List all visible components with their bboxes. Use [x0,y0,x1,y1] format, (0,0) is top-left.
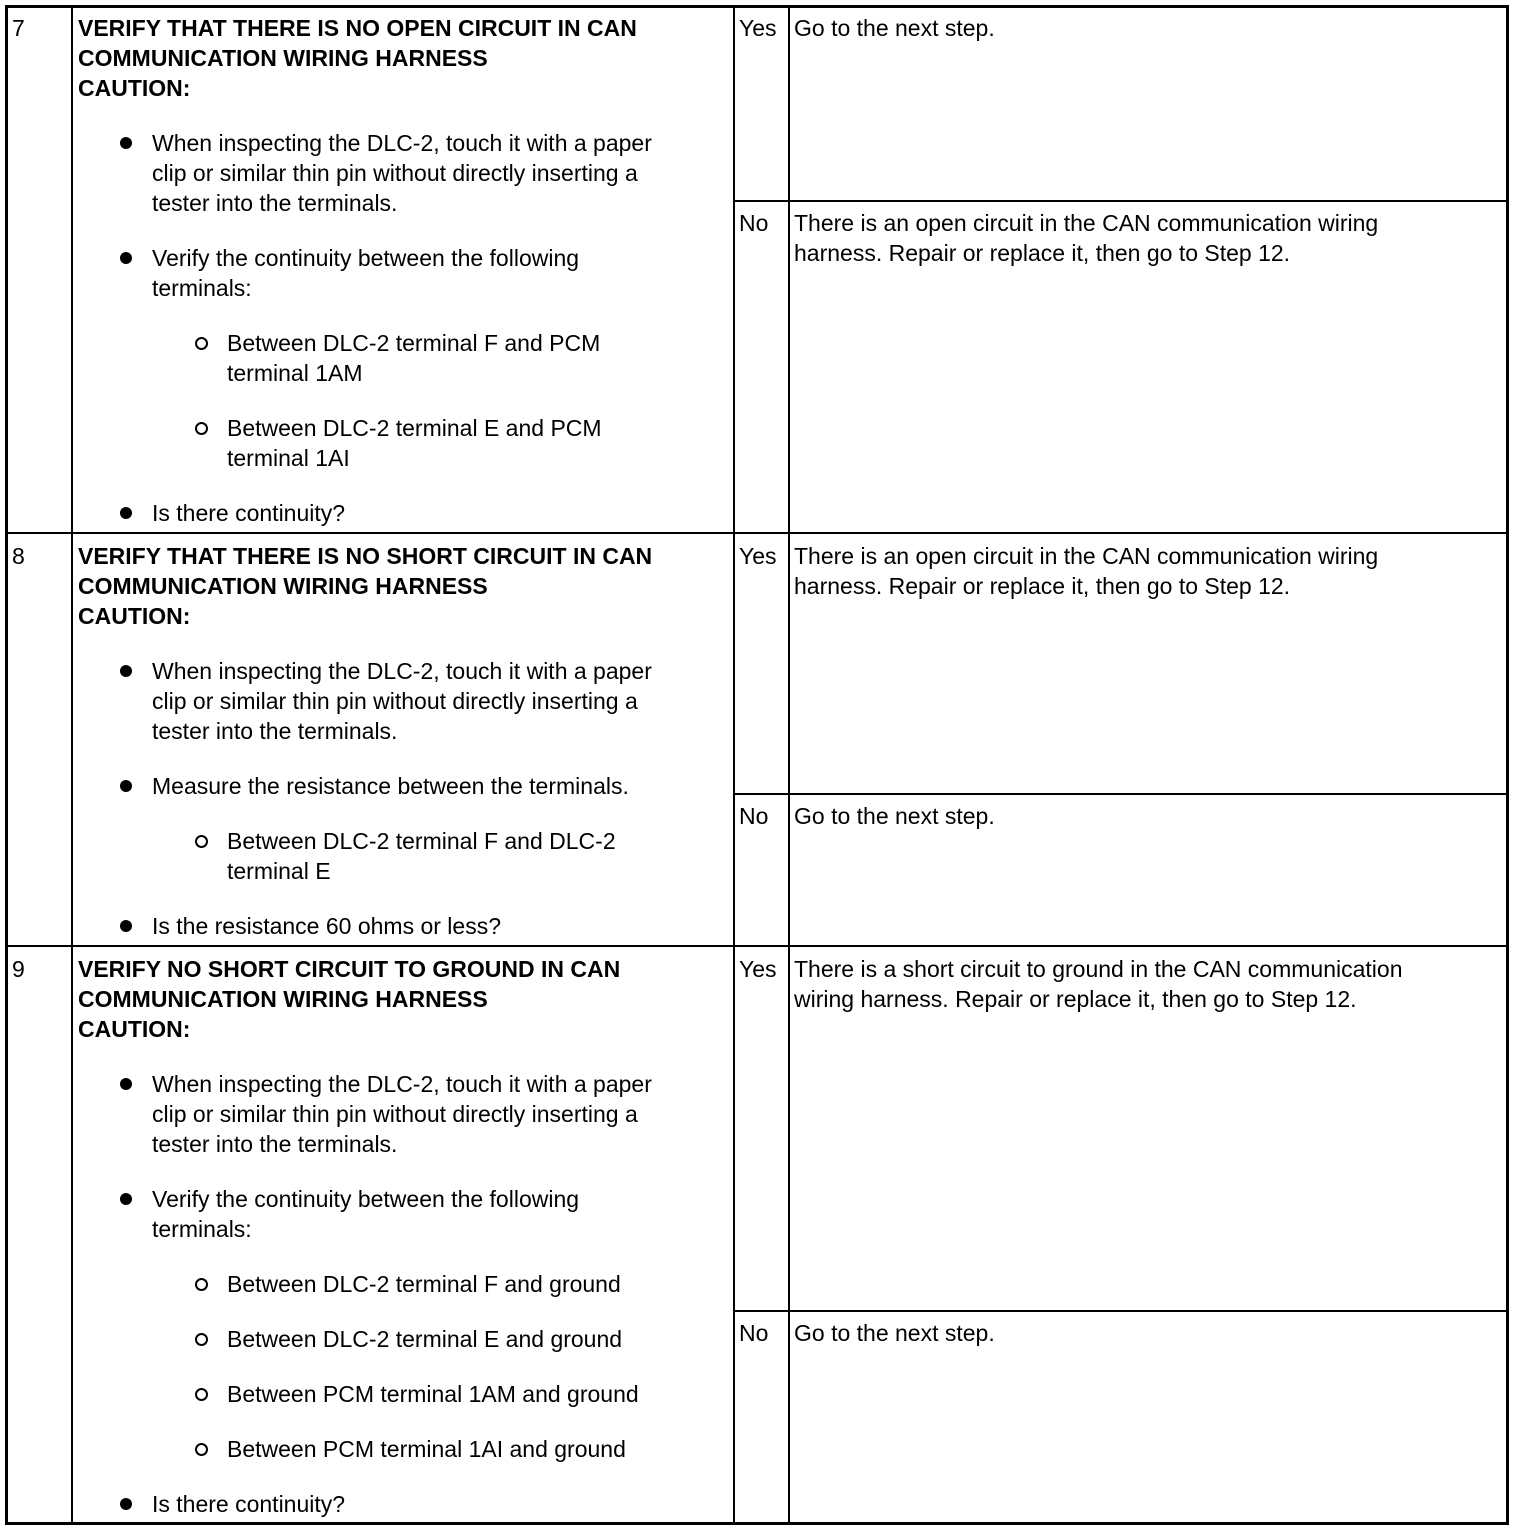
sub-bullet-icon [195,1388,208,1401]
bullet-icon [120,1498,132,1510]
yes-label: Yes [739,956,777,982]
bullet-item-text: Is there continuity? [152,1491,346,1517]
row-divider [5,945,1509,947]
sub-item-text: Between DLC-2 terminal F and DLC-2 [227,828,616,854]
bullet-item-text: When inspecting the DLC-2, touch it with a paper [152,1071,652,1097]
sub-bullet-icon [195,1443,208,1456]
bullet-item-text: Verify the continuity between the following [152,245,580,271]
no-label: No [739,803,769,829]
sub-item-text: Between DLC-2 terminal F and ground [227,1271,621,1297]
step-number: 8 [12,543,25,569]
yes-result-text: There is an open circuit in the CAN communication wiring [794,543,1379,569]
bullet-icon [120,780,132,792]
column-divider [733,5,735,1525]
bullet-icon [120,137,132,149]
step-number: 9 [12,956,25,982]
no-result-text: Go to the next step. [794,803,995,829]
sub-bullet-icon [195,835,208,848]
bullet-item-text: tester into the terminals. [152,1131,398,1157]
step-title: VERIFY THAT THERE IS NO OPEN CIRCUIT IN CAN [78,15,637,41]
caution-label: CAUTION: [78,1016,191,1042]
sub-bullet-icon [195,337,208,350]
sub-item-text: terminal 1AM [227,360,363,386]
sub-item-text: Between PCM terminal 1AM and ground [227,1381,639,1407]
bullet-item-text: Measure the resistance between the terminals. [152,773,629,799]
no-label: No [739,210,769,236]
sub-bullet-icon [195,1278,208,1291]
bullet-item-text: Is there continuity? [152,500,346,526]
step-title: COMMUNICATION WIRING HARNESS [78,573,488,599]
sub-item-text: Between PCM terminal 1AI and ground [227,1436,626,1462]
bullet-icon [120,920,132,932]
table-border-bottom [5,1522,1509,1525]
no-result-text: There is an open circuit in the CAN communication wiring [794,210,1379,236]
bullet-icon [120,665,132,677]
yes-result-text: There is a short circuit to ground in the CAN communication [794,956,1403,982]
sub-bullet-icon [195,422,208,435]
sub-item-text: Between DLC-2 terminal E and PCM [227,415,602,441]
yes-label: Yes [739,543,777,569]
yes-result-text: harness. Repair or replace it, then go to Step 12. [794,573,1291,599]
column-divider [71,5,73,1525]
step-title: VERIFY THAT THERE IS NO SHORT CIRCUIT IN CAN [78,543,653,569]
bullet-item-text: clip or similar thin pin without directly inserting a [152,1101,638,1127]
bullet-item-text: terminals: [152,1216,252,1242]
sub-item-text: Between DLC-2 terminal F and PCM [227,330,601,356]
column-divider [788,5,790,1525]
bullet-item-text: When inspecting the DLC-2, touch it with a paper [152,130,652,156]
table-border-left [5,5,8,1525]
bullet-item-text: terminals: [152,275,252,301]
no-label: No [739,1320,769,1346]
bullet-item-text: clip or similar thin pin without directly inserting a [152,688,638,714]
step-number: 7 [12,15,25,41]
row-divider [5,532,1509,534]
bullet-icon [120,252,132,264]
step-title: VERIFY NO SHORT CIRCUIT TO GROUND IN CAN [78,956,621,982]
yes-no-divider [733,793,1509,795]
bullet-item-text: Is the resistance 60 ohms or less? [152,913,501,939]
step-title: COMMUNICATION WIRING HARNESS [78,45,488,71]
bullet-item-text: tester into the terminals. [152,190,398,216]
step-title: COMMUNICATION WIRING HARNESS [78,986,488,1012]
yes-result-text: wiring harness. Repair or replace it, then go to Step 12. [794,986,1357,1012]
sub-item-text: Between DLC-2 terminal E and ground [227,1326,623,1352]
yes-label: Yes [739,15,777,41]
bullet-item-text: clip or similar thin pin without directly inserting a [152,160,638,186]
bullet-item-text: tester into the terminals. [152,718,398,744]
yes-result-text: Go to the next step. [794,15,995,41]
yes-no-divider [733,200,1509,202]
bullet-item-text: When inspecting the DLC-2, touch it with a paper [152,658,652,684]
yes-no-divider [733,1310,1509,1312]
bullet-icon [120,1078,132,1090]
no-result-text: Go to the next step. [794,1320,995,1346]
sub-bullet-icon [195,1333,208,1346]
caution-label: CAUTION: [78,75,191,101]
no-result-text: harness. Repair or replace it, then go to Step 12. [794,240,1291,266]
bullet-item-text: Verify the continuity between the following [152,1186,580,1212]
sub-item-text: terminal E [227,858,331,884]
bullet-icon [120,507,132,519]
table-border-right [1506,5,1509,1525]
sub-item-text: terminal 1AI [227,445,350,471]
bullet-icon [120,1193,132,1205]
table-border-top [5,5,1509,8]
caution-label: CAUTION: [78,603,191,629]
